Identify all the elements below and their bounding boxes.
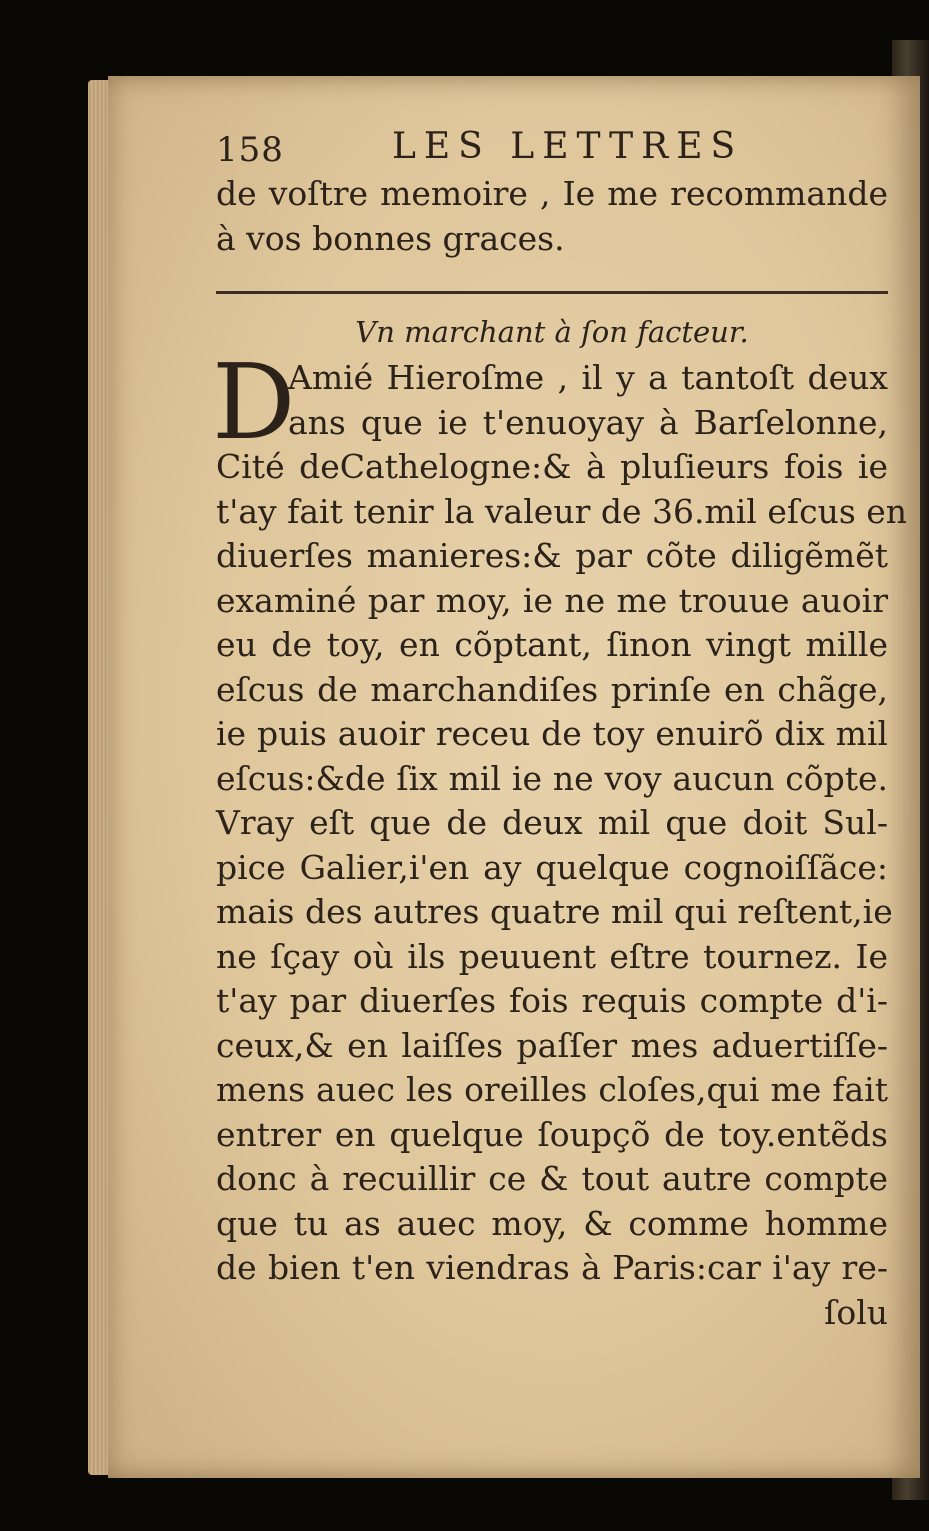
header-title: LES LETTRES [392,126,744,167]
letter-line: Amié Hieroſme , il y a tantoſt deux [288,358,888,397]
paper-page [108,76,920,1478]
letter-line: diuerſes manieres:& par cõte diligẽmẽt [216,536,888,575]
page-number: 158 [216,130,284,170]
letter-heading: Vn marchant à ſon facteur. [355,315,749,349]
section-rule [216,291,888,294]
letter-line: eſcus de marchandiſes prinſe en chãge, [216,669,888,709]
letter-line: t'ay par diuerſes fois requis compte d'i- [216,981,888,1020]
letter-line: ceux,& en laiſſes paſſer mes aduertiſſe- [216,1025,888,1065]
letter-line: que tu as auec moy, & comme homme [216,1203,888,1243]
letter-line: mais des autres quatre mil qui reſtent,ie [216,892,893,931]
letter-line: eſcus:&de ſix mil ie ne voy aucun cõpte. [216,758,888,798]
catchword: ſolu [824,1292,888,1332]
letter-line: ne ſçay où ils peuuent eſtre tournez. Ie [216,936,888,976]
drop-cap: D [212,341,296,463]
letter-line: Vray eſt que de deux mil que doit Sul- [216,803,888,842]
text-block [212,126,908,1335]
letter-body [212,341,908,1335]
continuation-line: à vos bonnes graces. [216,218,565,258]
letter-line: mens auec les oreilles cloſes,qui me fait [216,1070,888,1109]
letter-line: ans que ie t'enuoyay à Barſelonne, [288,402,888,442]
letter-line: examiné par moy, ie ne me trouue auoir [216,580,888,620]
letter-line: entrer en quelque ſoupçõ de toy.entẽds [216,1114,888,1154]
letter-line: donc à recuillir ce & tout autre compte [216,1159,888,1198]
continuation-line: de voſtre memoire , Ie me recommande [216,174,888,213]
letter-line: pice Galier,i'en ay quelque cognoiſſãce: [216,847,888,887]
letter-line: ie puis auoir receu de toy enuirõ dix mil [216,714,888,753]
letter-line: de bien t'en viendras à Paris:car i'ay re- [216,1248,888,1287]
running-head [216,126,888,172]
letter-line: Cité deCathelogne:& à pluſieurs fois ie [216,447,888,486]
letter-line: eu de toy, en cõptant, ſinon vingt mille [216,625,888,664]
letter-line: t'ay fait tenir la valeur de 36.mil eſcus en [216,491,908,531]
